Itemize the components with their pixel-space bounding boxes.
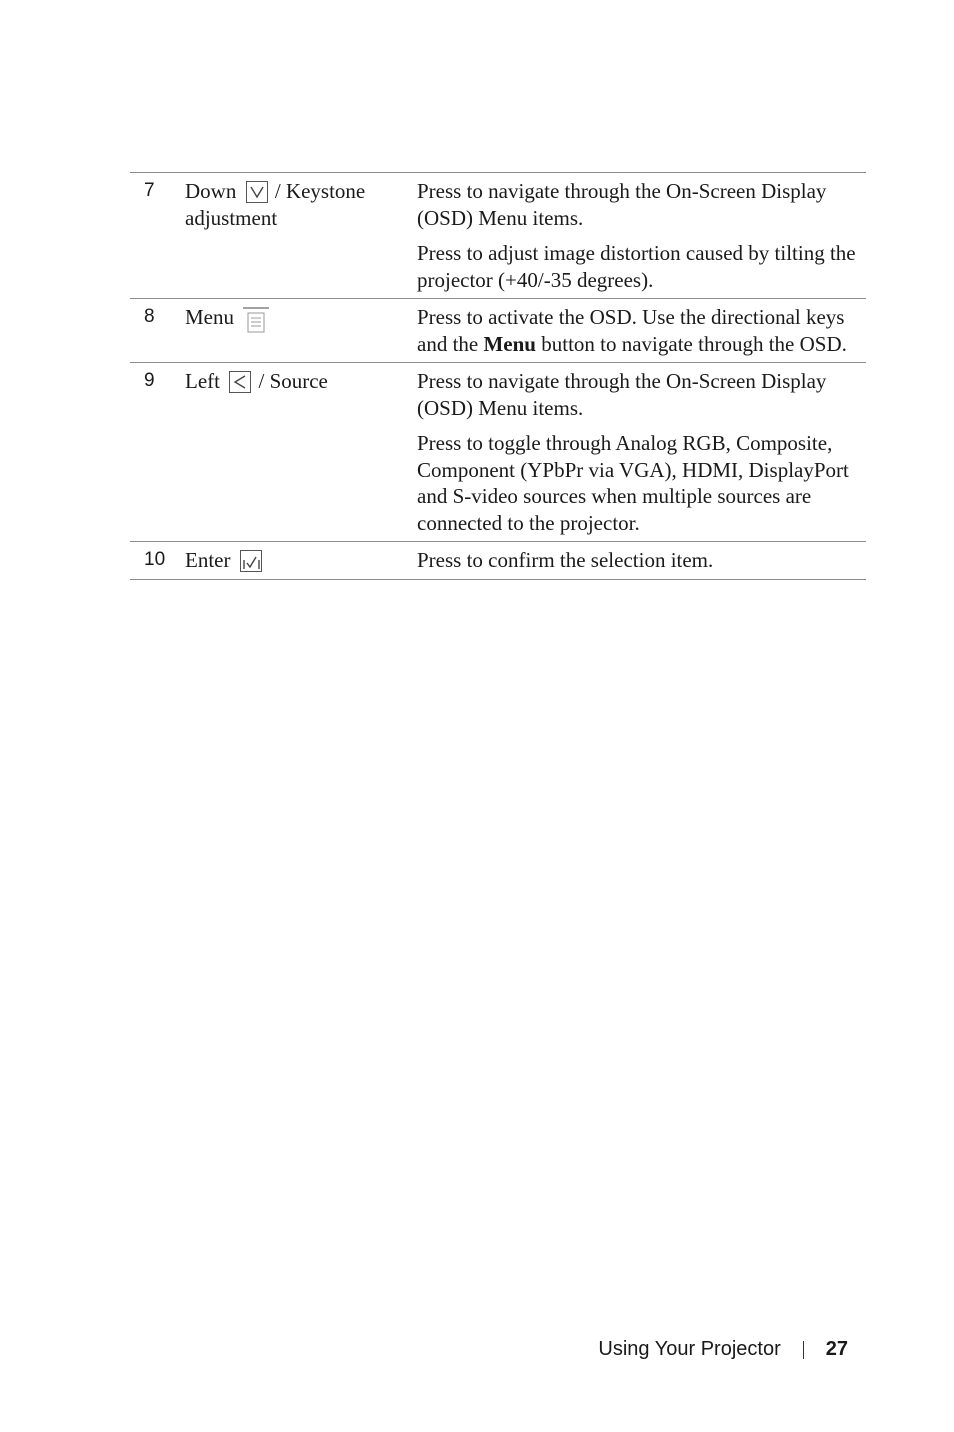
left-chevron-icon [229, 371, 251, 393]
row-number: 8 [144, 306, 155, 327]
button-name [185, 545, 417, 574]
table-row-10 [130, 542, 866, 580]
table-row-9 [130, 363, 866, 542]
row-number: 7 [144, 180, 155, 201]
row-number: 9 [144, 370, 155, 391]
button-description [417, 545, 866, 574]
button-name [185, 176, 417, 293]
description-paragraph: Press to navigate through the On-Screen Display (OSD) Menu items. [417, 179, 827, 230]
button-name-text: Left [185, 369, 220, 393]
button-name-suffix: / Keystone adjustment [185, 179, 366, 230]
description-paragraph: Press to navigate through the On-Screen Display (OSD) Menu items. [417, 369, 827, 420]
button-description-table [130, 172, 866, 580]
page-number: 27 [825, 1338, 848, 1360]
page-footer [598, 1338, 848, 1361]
table-row-7 [130, 173, 866, 299]
button-name-text: Menu [185, 305, 234, 329]
row-number: 10 [144, 549, 166, 570]
enter-check-icon [240, 550, 262, 572]
description-bold-text: Menu [483, 331, 536, 356]
description-paragraph [417, 304, 862, 357]
button-name-suffix: / Source [253, 369, 328, 393]
down-chevron-icon [246, 181, 268, 203]
button-description [417, 176, 866, 293]
button-name-text: Down [185, 179, 237, 203]
description-paragraph: Press to confirm the selection item. [417, 548, 714, 572]
button-name [185, 302, 417, 357]
button-description [417, 366, 866, 536]
description-text: Press to activate the OSD. Use the directional keys and the [417, 305, 845, 356]
menu-icon [243, 307, 265, 329]
footer-section-title: Using Your Projector [598, 1338, 781, 1360]
description-paragraph: Press to adjust image distortion caused by tilting the projector (+40/-35 degrees). [417, 241, 856, 292]
description-paragraph: Press to toggle through Analog RGB, Composite, Component (YPbPr via VGA), HDMI, DisplayPort and S-video sources when multiple sources are connected to the projector. [417, 431, 849, 535]
table-row-8 [130, 299, 866, 363]
button-name [185, 366, 417, 536]
footer-divider [803, 1341, 804, 1359]
button-description [417, 302, 866, 357]
button-name-text: Enter [185, 548, 231, 572]
description-text: button to navigate through the OSD. [535, 331, 847, 356]
